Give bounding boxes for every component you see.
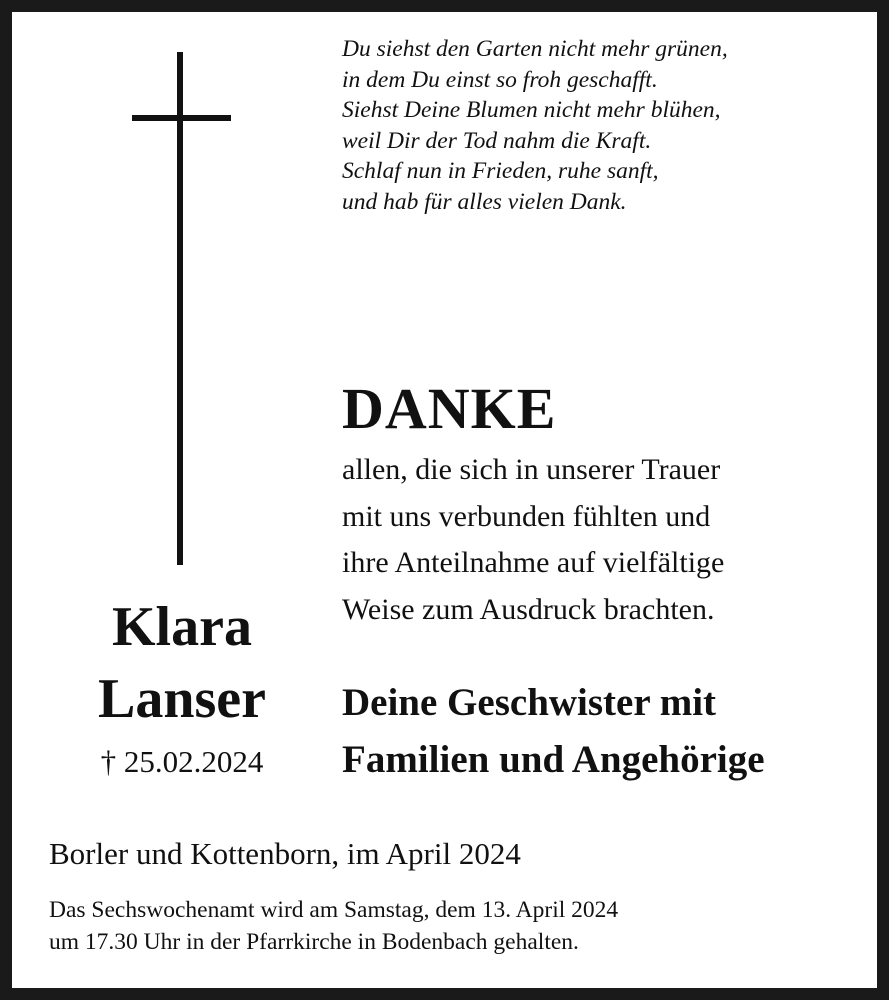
- poem-line: Du siehst den Garten nicht mehr grünen,: [342, 36, 728, 62]
- poem-line: weil Dir der Tod nahm die Kraft.: [342, 127, 652, 154]
- cross-icon-bar: [132, 115, 231, 121]
- service-line: Das Sechswochenamt wird am Samstag, dem 13. April 2024: [49, 897, 619, 923]
- signature: [342, 674, 765, 788]
- place-date: Borler und Kottenborn, im April 2024: [49, 836, 521, 871]
- thanks-text: [342, 447, 724, 633]
- poem-line: in dem Du einst so froh geschafft.: [342, 66, 658, 93]
- service-line: um 17.30 Uhr in der Pfarrkirche in Bodenbach gehalten.: [49, 929, 579, 955]
- poem: [342, 34, 728, 217]
- death-date: † 25.02.2024: [100, 744, 264, 779]
- signature-line: Deine Geschwister mit: [342, 681, 717, 724]
- poem-line: Schlaf nun in Frieden, ruhe sanft,: [342, 158, 659, 184]
- signature-line: Familien und Angehörige: [342, 738, 765, 781]
- thanks-line: Weise zum Ausdruck brachten.: [342, 592, 715, 626]
- thanks-title: DANKE: [342, 376, 557, 441]
- deceased-last-name: Lanser: [98, 668, 266, 730]
- thanks-line: ihre Anteilnahme auf vielfältige: [342, 546, 725, 579]
- thanks-line: allen, die sich in unserer Trauer: [342, 453, 721, 486]
- poem-line: Siehst Deine Blumen nicht mehr blühen,: [342, 97, 721, 123]
- deceased-first-name: Klara: [112, 596, 252, 658]
- poem-line: und hab für alles vielen Dank.: [342, 188, 627, 215]
- cross-icon: [177, 52, 183, 565]
- service-info: [49, 894, 618, 958]
- thanks-line: mit uns verbunden fühlten und: [342, 499, 711, 533]
